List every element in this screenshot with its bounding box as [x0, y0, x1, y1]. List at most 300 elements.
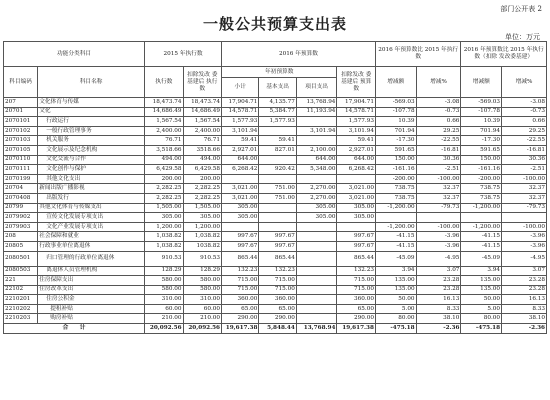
table-row: [4, 213, 547, 223]
row-value: -41.15: [375, 241, 416, 251]
row-value: -100.00: [416, 174, 461, 184]
row-value: 305.00: [145, 213, 183, 223]
row-value: -17.30: [375, 136, 416, 146]
row-name: 文化: [38, 107, 145, 117]
row-value: -2.51: [502, 165, 547, 175]
row-value: -100.00: [502, 174, 547, 184]
row-value: 2,927.01: [337, 145, 376, 155]
row-value: 290.00: [222, 314, 259, 324]
row-code: 2070199: [4, 174, 38, 184]
row-value: 76.71: [183, 136, 221, 146]
row-value: 8.33: [502, 304, 547, 314]
row-value: -1,200.00: [375, 203, 416, 213]
row-name: 住房保障支出: [38, 276, 145, 286]
row-value: 6,268.42: [222, 165, 259, 175]
row-name: 住房公积金: [38, 295, 145, 305]
row-code: 20704: [4, 184, 38, 194]
table-row: [4, 107, 547, 117]
row-name: 归口管理的行政单位离退休: [38, 251, 145, 266]
row-value: -41.15: [461, 241, 502, 251]
row-value: 910.53: [183, 251, 221, 266]
budget-table-wrapper: [3, 41, 547, 334]
row-value: 2,100.00: [296, 145, 337, 155]
total-value: 20,092.56: [145, 324, 183, 334]
row-name: 新闻出版广播影视: [38, 184, 145, 194]
row-value: 80.00: [375, 314, 416, 324]
row-value: 644.00: [337, 155, 376, 165]
row-value: 23.28: [416, 276, 461, 286]
row-name: 住房改革支出: [38, 285, 145, 295]
row-value: -161.16: [375, 165, 416, 175]
row-value: 2,400.00: [145, 126, 183, 136]
table-row: [4, 276, 547, 286]
table-row: [4, 304, 547, 314]
row-name: 文化创作与保护: [38, 165, 145, 175]
table-row: [4, 184, 547, 194]
total-value: 19,617.38: [222, 324, 259, 334]
row-value: 2,270.00: [296, 193, 337, 203]
total-value: -2.36: [502, 324, 547, 334]
row-value: 715.00: [337, 276, 376, 286]
row-value: 3.07: [416, 266, 461, 276]
row-value: 2,270.00: [296, 184, 337, 194]
row-value: 3,021.00: [222, 193, 259, 203]
row-value: 751.00: [259, 184, 296, 194]
row-value: -1,200.00: [375, 222, 416, 232]
row-value: 1,200.00: [183, 222, 221, 232]
table-row: [4, 251, 547, 266]
header-inc-amount: 增减额: [375, 67, 416, 98]
row-value: 5,348.00: [296, 165, 337, 175]
row-value: 135.00: [461, 276, 502, 286]
row-value: 997.67: [222, 232, 259, 242]
row-value: [296, 285, 337, 295]
row-value: -16.81: [502, 145, 547, 155]
row-value: [259, 213, 296, 223]
row-code: 2070102: [4, 126, 38, 136]
row-value: 2,400.00: [183, 126, 221, 136]
row-value: [296, 266, 337, 276]
row-value: 3518.66: [183, 145, 221, 155]
row-value: 997.67: [259, 241, 296, 251]
row-name: 其他文化体育与传媒支出: [38, 203, 145, 213]
page-title: 一般公共预算支出表: [202, 15, 347, 33]
header-budget-2016: 2016 年预算数: [222, 42, 376, 67]
row-value: -79.73: [416, 203, 461, 213]
row-value: 10.39: [461, 117, 502, 127]
row-value: 644.00: [296, 155, 337, 165]
row-value: 738.75: [461, 184, 502, 194]
row-value: [259, 174, 296, 184]
header-code: 科目编码: [4, 67, 38, 98]
row-value: 65.00: [337, 304, 376, 314]
row-value: 910.53: [145, 251, 183, 266]
row-value: 580.00: [145, 285, 183, 295]
total-label: 合 计: [4, 324, 145, 334]
table-row: [4, 314, 547, 324]
row-name: 宣传文化发展专项支出: [38, 213, 145, 223]
row-value: [296, 117, 337, 127]
row-value: 60.00: [145, 304, 183, 314]
row-value: 13,768.94: [296, 98, 337, 108]
row-code: 207: [4, 98, 38, 108]
row-value: 2,282.25: [183, 184, 221, 194]
form-number: 部门公开表 2: [500, 5, 542, 13]
row-value: 50.00: [461, 295, 502, 305]
row-value: 4,135.77: [259, 98, 296, 108]
row-value: 132.23: [259, 266, 296, 276]
row-value: 2,282.25: [145, 193, 183, 203]
row-value: 715.00: [222, 276, 259, 286]
row-value: 23.28: [416, 285, 461, 295]
table-row: [4, 203, 547, 213]
row-code: 2070103: [4, 136, 38, 146]
row-value: [259, 155, 296, 165]
row-value: 738.75: [375, 184, 416, 194]
row-value: [259, 126, 296, 136]
row-value: 65.00: [222, 304, 259, 314]
row-name: 行政事业单位离退休: [38, 241, 145, 251]
row-code: 2210203: [4, 314, 38, 324]
row-value: 1,200.00: [145, 222, 183, 232]
row-name: 文化产业发展专项支出: [38, 222, 145, 232]
row-value: 38.10: [502, 314, 547, 324]
row-value: 14,686.49: [183, 107, 221, 117]
row-value: [375, 213, 416, 223]
total-value: -475.18: [461, 324, 502, 334]
row-value: 305.00: [337, 213, 376, 223]
row-value: 135.00: [375, 276, 416, 286]
row-value: 3,021.00: [337, 193, 376, 203]
row-value: 997.67: [259, 232, 296, 242]
row-value: 997.67: [222, 241, 259, 251]
row-value: -3.08: [416, 98, 461, 108]
row-value: 2,282.25: [145, 184, 183, 194]
row-value: 135.00: [461, 285, 502, 295]
header-exec-excl: 扣除发改 委基建后 执行数: [183, 67, 221, 98]
row-value: 1,038.82: [145, 232, 183, 242]
header-inc-amount-excl: 增减额: [461, 67, 502, 98]
row-value: 751.00: [259, 193, 296, 203]
unit-note: 单位：万元: [505, 33, 540, 41]
row-value: 305.00: [222, 203, 259, 213]
row-value: -3.96: [416, 241, 461, 251]
row-value: 76.71: [145, 136, 183, 146]
row-value: 701.94: [461, 126, 502, 136]
row-value: 200.00: [183, 174, 221, 184]
row-name: 行政运行: [38, 117, 145, 127]
table-row: [4, 222, 547, 232]
row-value: 32.37: [502, 193, 547, 203]
row-value: [296, 276, 337, 286]
row-value: 1,567.54: [145, 117, 183, 127]
row-value: -1,200.00: [461, 222, 502, 232]
row-value: 3.94: [375, 266, 416, 276]
row-value: 305.00: [337, 203, 376, 213]
row-value: 2,282.25: [183, 193, 221, 203]
row-value: 1,038.82: [145, 241, 183, 251]
row-value: -200.00: [461, 174, 502, 184]
row-value: 865.44: [337, 251, 376, 266]
row-value: -4.95: [416, 251, 461, 266]
row-value: 865.44: [259, 251, 296, 266]
row-value: 997.67: [337, 241, 376, 251]
row-value: 3,101.94: [337, 126, 376, 136]
row-value: [222, 222, 259, 232]
row-value: 128.29: [145, 266, 183, 276]
row-value: [296, 295, 337, 305]
row-value: 2,927.01: [222, 145, 259, 155]
row-value: 3.94: [461, 266, 502, 276]
row-code: 20701: [4, 107, 38, 117]
row-value: -22.55: [502, 136, 547, 146]
row-value: 305.00: [296, 203, 337, 213]
header-subtotal: 小计: [222, 78, 259, 98]
row-value: 310.00: [145, 295, 183, 305]
row-value: 210.00: [145, 314, 183, 324]
row-code: 20799: [4, 203, 38, 213]
row-code: 208: [4, 232, 38, 242]
row-value: [222, 174, 259, 184]
table-row: [4, 285, 547, 295]
row-value: 310.00: [183, 295, 221, 305]
row-value: 150.00: [461, 155, 502, 165]
row-name: 文化体育与传媒: [38, 98, 145, 108]
row-value: 135.00: [375, 285, 416, 295]
row-value: -1,200.00: [461, 203, 502, 213]
row-value: -3.96: [502, 241, 547, 251]
row-value: 360.00: [337, 295, 376, 305]
row-value: 305.00: [222, 213, 259, 223]
row-code: 2210201: [4, 295, 38, 305]
row-value: -22.55: [416, 136, 461, 146]
row-value: -107.78: [461, 107, 502, 117]
row-value: 14,578.71: [222, 107, 259, 117]
header-name: 科目名称: [38, 67, 145, 98]
header-compare: 2016 年预算数比 2015 年执行数: [375, 42, 460, 67]
row-value: 580.00: [145, 276, 183, 286]
header-project: 项目支出: [296, 78, 337, 98]
row-value: 290.00: [337, 314, 376, 324]
row-value: -41.15: [375, 232, 416, 242]
row-value: 30.36: [502, 155, 547, 165]
row-value: 6,268.42: [337, 165, 376, 175]
row-value: 32.37: [502, 184, 547, 194]
row-value: [296, 222, 337, 232]
row-value: 865.44: [222, 251, 259, 266]
row-value: 132.23: [337, 266, 376, 276]
row-code: 2080503: [4, 266, 38, 276]
row-code: 2070110: [4, 155, 38, 165]
row-value: 3,021.00: [337, 184, 376, 194]
row-value: 16.13: [416, 295, 461, 305]
row-value: 715.00: [337, 285, 376, 295]
header-exec: 执行数: [145, 67, 183, 98]
row-name: 出版发行: [38, 193, 145, 203]
row-value: 580.00: [183, 285, 221, 295]
row-value: 38.10: [416, 314, 461, 324]
row-value: 3,021.00: [222, 184, 259, 194]
table-row: [4, 126, 547, 136]
row-value: 305.00: [183, 213, 221, 223]
row-value: 360.00: [259, 295, 296, 305]
row-value: 3,101.94: [296, 126, 337, 136]
row-value: -4.95: [502, 251, 547, 266]
table-row: [4, 174, 547, 184]
row-code: 2079902: [4, 213, 38, 223]
row-value: 200.00: [145, 174, 183, 184]
row-value: 738.75: [461, 193, 502, 203]
row-value: [296, 251, 337, 266]
row-value: 32.37: [416, 193, 461, 203]
row-code: 2070111: [4, 165, 38, 175]
table-row: [4, 155, 547, 165]
row-value: 17,904.71: [222, 98, 259, 108]
total-value: 19,617.38: [337, 324, 376, 334]
row-value: 59.41: [222, 136, 259, 146]
row-value: 11,193.94: [296, 107, 337, 117]
row-value: -79.73: [502, 203, 547, 213]
row-value: 0.66: [416, 117, 461, 127]
row-value: [296, 232, 337, 242]
row-value: 14,578.71: [337, 107, 376, 117]
row-value: [502, 213, 547, 223]
row-code: 2070408: [4, 193, 38, 203]
row-value: 8.33: [416, 304, 461, 314]
row-name: 一般行政管理事务: [38, 126, 145, 136]
header-exec-2015: 2015 年执行数: [145, 42, 222, 67]
row-value: 23.28: [502, 276, 547, 286]
row-code: 22102: [4, 285, 38, 295]
row-value: 59.41: [259, 136, 296, 146]
row-value: 715.00: [259, 276, 296, 286]
row-value: 290.00: [259, 314, 296, 324]
row-value: 580.00: [183, 276, 221, 286]
table-row: [4, 266, 547, 276]
row-value: 1,577.93: [259, 117, 296, 127]
row-value: -41.15: [461, 232, 502, 242]
row-value: -161.16: [461, 165, 502, 175]
row-value: 5.00: [375, 304, 416, 314]
row-code: 20805: [4, 241, 38, 251]
row-value: [296, 314, 337, 324]
table-row: [4, 117, 547, 127]
table-row: [4, 295, 547, 305]
table-row: [4, 232, 547, 242]
row-value: 0.66: [502, 117, 547, 127]
table-body: [4, 98, 547, 334]
row-value: 1,038.82: [183, 232, 221, 242]
table-row: [4, 241, 547, 251]
row-value: 59.41: [337, 136, 376, 146]
row-value: 65.00: [259, 304, 296, 314]
total-value: -475.18: [375, 324, 416, 334]
row-value: [416, 213, 461, 223]
row-value: 1,577.93: [337, 117, 376, 127]
row-value: -16.81: [416, 145, 461, 155]
row-value: 997.67: [337, 232, 376, 242]
row-value: -45.09: [461, 251, 502, 266]
row-value: 591.65: [461, 145, 502, 155]
row-value: 1,505.00: [145, 203, 183, 213]
row-value: 10.39: [375, 117, 416, 127]
row-value: 1038.82: [183, 241, 221, 251]
row-value: -0.73: [416, 107, 461, 117]
row-value: 305.00: [296, 213, 337, 223]
row-value: 128.29: [183, 266, 221, 276]
row-value: [296, 136, 337, 146]
row-name: 购房补贴: [38, 314, 145, 324]
row-code: 2070105: [4, 145, 38, 155]
row-name: 文化交流与合作: [38, 155, 145, 165]
row-value: 3,518.66: [145, 145, 183, 155]
row-name: 社会保障和就业: [38, 232, 145, 242]
header-compare-excl: 2016 年预算数比 2015 年执行数（扣除 发改委基建）: [461, 42, 547, 67]
row-value: 18,473.74: [183, 98, 221, 108]
row-value: [461, 213, 502, 223]
row-value: 494.00: [145, 155, 183, 165]
row-value: [259, 203, 296, 213]
header-func-class: 功能分类科目: [4, 42, 145, 67]
row-value: -569.03: [461, 98, 502, 108]
header-inc-percent-excl: 增减%: [502, 67, 547, 98]
row-value: 3.07: [502, 266, 547, 276]
row-value: 16.13: [502, 295, 547, 305]
row-value: -200.00: [375, 174, 416, 184]
row-value: 3,101.94: [222, 126, 259, 136]
row-name: 机关服务: [38, 136, 145, 146]
row-value: 701.94: [375, 126, 416, 136]
row-code: 2080501: [4, 251, 38, 266]
row-value: -45.09: [375, 251, 416, 266]
row-name: 离退休人员管理机构: [38, 266, 145, 276]
row-value: 29.25: [416, 126, 461, 136]
row-name: 文化展示及纪念机构: [38, 145, 145, 155]
table-row: [4, 136, 547, 146]
row-value: -0.73: [502, 107, 547, 117]
header-inc-percent: 增减%: [416, 67, 461, 98]
row-value: [337, 222, 376, 232]
row-value: 738.75: [375, 193, 416, 203]
row-value: [337, 174, 376, 184]
row-value: 29.25: [502, 126, 547, 136]
header-initial-budget: 年初预算数: [222, 67, 337, 78]
row-code: 2070101: [4, 117, 38, 127]
row-value: [259, 222, 296, 232]
row-value: [296, 304, 337, 314]
row-value: [296, 174, 337, 184]
row-value: 920.42: [259, 165, 296, 175]
row-value: 494.00: [183, 155, 221, 165]
row-code: 221: [4, 276, 38, 286]
row-value: -3.96: [502, 232, 547, 242]
table-row: [4, 145, 547, 155]
row-value: 715.00: [222, 285, 259, 295]
row-value: 60.00: [183, 304, 221, 314]
header-basic: 基本支出: [259, 78, 296, 98]
row-value: 644.00: [222, 155, 259, 165]
total-row: [4, 324, 547, 334]
row-value: 6,429.58: [145, 165, 183, 175]
row-value: 5,384.77: [259, 107, 296, 117]
row-value: 1,567.54: [183, 117, 221, 127]
row-code: 2210202: [4, 304, 38, 314]
table-row: [4, 165, 547, 175]
row-value: 210.00: [183, 314, 221, 324]
table-header: [4, 42, 547, 98]
budget-table: [3, 41, 547, 334]
row-value: -2.51: [416, 165, 461, 175]
